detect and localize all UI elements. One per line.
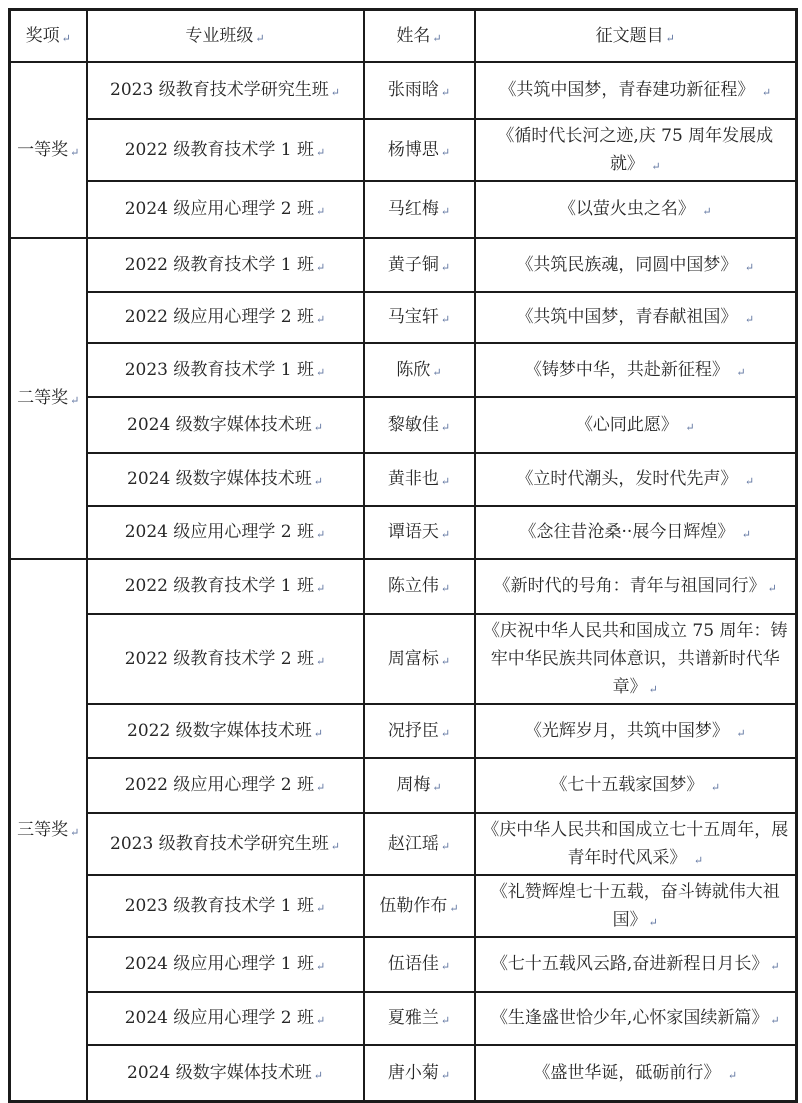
name-label: 陈立伟 [387, 576, 439, 597]
title-cell [475, 238, 797, 292]
title-cell [475, 397, 797, 453]
title-label: 《共筑中国梦，青春献祖国》 [516, 307, 738, 328]
class-label: 2023 级教育技术学 1 班 [124, 359, 315, 380]
paragraph-mark-icon: ↵ [744, 475, 755, 489]
table-row [10, 614, 797, 704]
paragraph-mark-icon: ↵ [316, 901, 326, 915]
class-label: 2024 级应用心理学 2 班 [124, 199, 315, 220]
title-cell [475, 62, 797, 119]
class-cell [87, 506, 364, 559]
paragraph-mark-icon: ↵ [313, 726, 323, 740]
class-label: 2022 级教育技术学 2 班 [124, 648, 315, 669]
table-row [10, 62, 797, 119]
awards-table [8, 8, 798, 1103]
name-label: 黄子铜 [387, 254, 439, 275]
paragraph-mark-icon: ↵ [770, 1014, 780, 1028]
class-cell [87, 1045, 364, 1102]
name-cell [364, 292, 475, 343]
class-cell [87, 343, 364, 397]
paragraph-mark-icon: ↵ [767, 582, 777, 596]
class-cell [87, 992, 364, 1045]
table-row [10, 119, 797, 181]
paragraph-mark-icon: ↵ [316, 260, 326, 274]
class-cell [87, 292, 364, 343]
title-cell [475, 506, 797, 559]
paragraph-mark-icon: ↵ [316, 960, 326, 974]
paragraph-mark-icon: ↵ [648, 915, 658, 929]
paragraph-mark-icon: ↵ [440, 260, 451, 274]
header-label: 征文题目 [595, 25, 664, 46]
title-cell [475, 1045, 797, 1102]
paragraph-mark-icon: ↵ [316, 205, 326, 219]
class-label: 2024 级数字媒体技术班 [127, 469, 312, 490]
title-cell [475, 758, 797, 813]
paragraph-mark-icon: ↵ [702, 205, 712, 219]
name-cell [364, 704, 475, 758]
paragraph-mark-icon: ↵ [440, 839, 451, 853]
paragraph-mark-icon: ↵ [741, 528, 751, 542]
header-cell-name [364, 10, 475, 62]
paragraph-mark-icon: ↵ [440, 205, 451, 219]
table-row [10, 875, 797, 937]
name-label: 谭语天 [387, 522, 439, 543]
table-row [10, 453, 797, 506]
name-label: 伍勒作布 [379, 895, 448, 916]
name-label: 赵江瑶 [387, 833, 439, 854]
class-label: 2024 级应用心理学 2 班 [124, 1008, 315, 1029]
paragraph-mark-icon: ↵ [440, 1014, 451, 1028]
header-cell-class [87, 10, 364, 62]
paragraph-mark-icon: ↵ [313, 1069, 323, 1083]
title-label: 《共筑民族魂，同圆中国梦》 [516, 254, 738, 275]
table-row [10, 1045, 797, 1102]
class-cell [87, 813, 364, 875]
paragraph-mark-icon: ↵ [316, 582, 326, 596]
name-label: 杨博思 [387, 139, 439, 160]
table-row [10, 758, 797, 813]
class-cell [87, 559, 364, 614]
paragraph-mark-icon: ↵ [770, 960, 780, 974]
class-cell [87, 397, 364, 453]
header-label: 奖项 [25, 25, 60, 46]
table-header-row [10, 10, 797, 62]
name-label: 伍语佳 [387, 954, 439, 975]
paragraph-mark-icon: ↵ [665, 31, 675, 45]
title-cell [475, 813, 797, 875]
class-label: 2022 级应用心理学 2 班 [124, 307, 315, 328]
paragraph-mark-icon: ↵ [330, 839, 340, 853]
name-label: 马宝轩 [387, 307, 439, 328]
header-label: 姓名 [396, 25, 431, 46]
award-label: 一等奖 [17, 139, 69, 160]
class-label: 2024 级应用心理学 1 班 [124, 954, 315, 975]
title-cell [475, 119, 797, 181]
title-cell [475, 614, 797, 704]
paragraph-mark-icon: ↵ [330, 85, 340, 99]
paragraph-mark-icon: ↵ [440, 420, 451, 434]
title-label: 《念往昔沧桑··展今日辉煌》 [519, 522, 735, 543]
title-label: 《庆中华人民共和国成立七十五周年，展青年时代风采》 [482, 819, 789, 868]
class-cell [87, 238, 364, 292]
paragraph-mark-icon: ↵ [316, 528, 326, 542]
title-cell [475, 992, 797, 1045]
title-cell [475, 875, 797, 937]
paragraph-mark-icon: ↵ [710, 781, 721, 795]
paragraph-mark-icon: ↵ [440, 654, 451, 668]
paragraph-mark-icon: ↵ [316, 781, 326, 795]
paragraph-mark-icon: ↵ [736, 726, 746, 740]
class-label: 2023 级教育技术学 1 班 [124, 895, 315, 916]
paragraph-mark-icon: ↵ [70, 394, 80, 408]
paragraph-mark-icon: ↵ [440, 582, 451, 596]
name-label: 张雨晗 [387, 79, 439, 100]
class-cell [87, 614, 364, 704]
paragraph-mark-icon: ↵ [648, 682, 658, 696]
paragraph-mark-icon: ↵ [70, 145, 80, 159]
name-label: 黎敏佳 [387, 414, 439, 435]
paragraph-mark-icon: ↵ [744, 260, 755, 274]
title-cell [475, 937, 797, 992]
paragraph-mark-icon: ↵ [693, 853, 704, 867]
name-label: 夏雅兰 [387, 1008, 439, 1029]
paragraph-mark-icon: ↵ [316, 365, 326, 379]
title-cell [475, 292, 797, 343]
name-label: 唐小菊 [387, 1063, 439, 1084]
name-cell [364, 119, 475, 181]
paragraph-mark-icon: ↵ [316, 145, 326, 159]
table-row [10, 506, 797, 559]
title-label: 《共筑中国梦，青春建功新征程》 [499, 79, 755, 100]
table-row [10, 238, 797, 292]
paragraph-mark-icon: ↵ [727, 1069, 738, 1083]
class-cell [87, 453, 364, 506]
name-label: 周富标 [387, 648, 439, 669]
class-cell [87, 875, 364, 937]
paragraph-mark-icon: ↵ [316, 654, 326, 668]
name-cell [364, 937, 475, 992]
name-cell [364, 238, 475, 292]
title-label: 《七十五载风云路,奋进新程日月长》 [490, 954, 769, 975]
name-cell [364, 343, 475, 397]
table-row [10, 397, 797, 453]
paragraph-mark-icon: ↵ [685, 420, 695, 434]
name-cell [364, 758, 475, 813]
award-cell [10, 62, 87, 238]
title-label: 《铸梦中华，共赴新征程》 [524, 359, 729, 380]
title-label: 《循时代长河之迹,庆 75 周年发展成就》 [497, 125, 774, 174]
paragraph-mark-icon: ↵ [744, 313, 755, 327]
name-cell [364, 506, 475, 559]
title-label: 《生逢盛世恰少年,心怀家国续新篇》 [490, 1008, 769, 1029]
paragraph-mark-icon: ↵ [440, 1069, 451, 1083]
award-label: 二等奖 [17, 388, 69, 409]
paragraph-mark-icon: ↵ [440, 475, 451, 489]
paragraph-mark-icon: ↵ [440, 145, 451, 159]
paragraph-mark-icon: ↵ [440, 726, 451, 740]
name-label: 况抒臣 [387, 720, 439, 741]
paragraph-mark-icon: ↵ [440, 528, 451, 542]
table-row [10, 181, 797, 238]
name-label: 周梅 [396, 775, 431, 796]
award-cell [10, 238, 87, 559]
paragraph-mark-icon: ↵ [440, 313, 451, 327]
class-label: 2023 级教育技术学研究生班 [110, 833, 329, 854]
title-label: 《新时代的号角：青年与祖国同行》 [493, 576, 766, 597]
title-label: 《礼赞辉煌七十五载，奋斗铸就伟大祖国》 [490, 881, 780, 930]
name-label: 黄非也 [387, 469, 439, 490]
name-cell [364, 813, 475, 875]
class-label: 2022 级教育技术学 1 班 [124, 139, 315, 160]
paragraph-mark-icon: ↵ [432, 31, 442, 45]
title-label: 《立时代潮头，发时代先声》 [516, 469, 738, 490]
paragraph-mark-icon: ↵ [316, 313, 326, 327]
name-cell [364, 453, 475, 506]
paragraph-mark-icon: ↵ [313, 420, 323, 434]
paragraph-mark-icon: ↵ [440, 85, 451, 99]
paragraph-mark-icon: ↵ [316, 1014, 326, 1028]
paragraph-mark-icon: ↵ [449, 901, 459, 915]
table-row [10, 559, 797, 614]
title-label: 《庆祝中华人民共和国成立 75 周年：铸牢中华民族共同体意识，共谱新时代华章》 [483, 620, 788, 697]
title-cell [475, 343, 797, 397]
name-cell [364, 875, 475, 937]
table-row [10, 343, 797, 397]
title-cell [475, 559, 797, 614]
table-row [10, 704, 797, 758]
paragraph-mark-icon: ↵ [736, 365, 746, 379]
paragraph-mark-icon: ↵ [255, 31, 265, 45]
header-cell-award [10, 10, 87, 62]
title-label: 《光辉岁月，共筑中国梦》 [524, 720, 729, 741]
name-cell [364, 559, 475, 614]
name-cell [364, 1045, 475, 1102]
class-cell [87, 937, 364, 992]
award-cell [10, 559, 87, 1102]
name-label: 马红梅 [387, 199, 439, 220]
title-cell [475, 181, 797, 238]
title-label: 《以萤火虫之名》 [558, 199, 695, 220]
paragraph-mark-icon: ↵ [440, 960, 451, 974]
paragraph-mark-icon: ↵ [61, 31, 71, 45]
class-cell [87, 119, 364, 181]
paragraph-mark-icon: ↵ [70, 825, 80, 839]
title-label: 《七十五载家国梦》 [550, 775, 704, 796]
table-row [10, 992, 797, 1045]
paragraph-mark-icon: ↵ [651, 159, 661, 173]
class-cell [87, 758, 364, 813]
class-cell [87, 62, 364, 119]
class-label: 2022 级教育技术学 1 班 [124, 576, 315, 597]
header-label: 专业班级 [185, 25, 254, 46]
class-label: 2024 级应用心理学 2 班 [124, 522, 315, 543]
class-cell [87, 181, 364, 238]
paragraph-mark-icon: ↵ [432, 365, 442, 379]
paragraph-mark-icon: ↵ [761, 85, 772, 99]
class-label: 2022 级应用心理学 2 班 [124, 775, 315, 796]
name-cell [364, 397, 475, 453]
table-row [10, 292, 797, 343]
name-cell [364, 992, 475, 1045]
name-label: 陈欣 [396, 359, 431, 380]
class-label: 2023 级教育技术学研究生班 [110, 79, 329, 100]
name-cell [364, 614, 475, 704]
class-label: 2022 级数字媒体技术班 [127, 720, 312, 741]
header-cell-title [475, 10, 797, 62]
paragraph-mark-icon: ↵ [432, 781, 442, 795]
class-label: 2022 级教育技术学 1 班 [124, 254, 315, 275]
class-label: 2024 级数字媒体技术班 [127, 1063, 312, 1084]
award-label: 三等奖 [17, 819, 69, 840]
title-cell [475, 704, 797, 758]
name-cell [364, 181, 475, 238]
title-cell [475, 453, 797, 506]
name-cell [364, 62, 475, 119]
title-label: 《心同此愿》 [575, 414, 678, 435]
title-label: 《盛世华诞，砥砺前行》 [533, 1063, 721, 1084]
paragraph-mark-icon: ↵ [313, 475, 323, 489]
table-row [10, 813, 797, 875]
table-row [10, 937, 797, 992]
class-label: 2024 级数字媒体技术班 [127, 414, 312, 435]
class-cell [87, 704, 364, 758]
